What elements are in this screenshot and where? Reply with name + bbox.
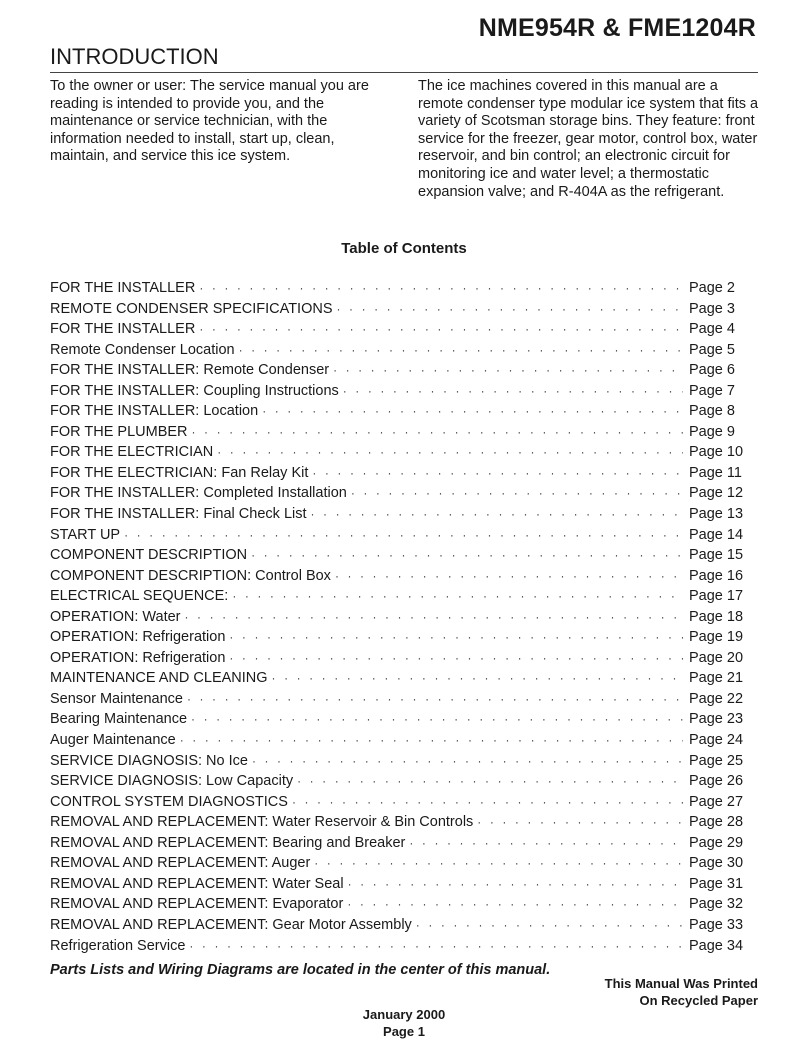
- toc-dot-leader: [191, 711, 683, 731]
- toc-dot-leader: [314, 855, 683, 875]
- toc-entry: [50, 629, 744, 650]
- toc-dot-leader: [297, 773, 683, 793]
- toc-entry-page: Page 4: [689, 321, 735, 338]
- toc-dot-leader: [416, 917, 683, 937]
- section-title: INTRODUCTION: [50, 44, 219, 69]
- toc-entry: [50, 670, 744, 691]
- toc-entry-title: MAINTENANCE AND CLEANING: [50, 670, 268, 687]
- toc-entry-page: Page 29: [689, 834, 744, 851]
- toc-entry: [50, 793, 744, 815]
- toc-entry-page: Page 16: [689, 567, 744, 584]
- toc-dot-leader: [337, 301, 683, 321]
- toc-entry-title: FOR THE INSTALLER: Location: [50, 403, 259, 420]
- toc-dot-leader: [185, 609, 683, 629]
- toc-entry-page: Page 14: [689, 526, 744, 543]
- toc-dot-leader: [343, 383, 683, 403]
- toc-entry-page: Page 25: [689, 752, 744, 769]
- toc-dot-leader: [199, 280, 683, 300]
- toc-dot-leader: [192, 424, 683, 444]
- toc-dot-leader: [262, 403, 683, 423]
- footer-page-number: Page 1: [383, 1024, 425, 1039]
- toc-entry-title: REMOVAL AND REPLACEMENT: Bearing and Breaker: [50, 834, 406, 851]
- toc-dot-leader: [229, 629, 683, 649]
- toc-entry-page: Page 33: [689, 916, 744, 933]
- toc-dot-leader: [251, 547, 683, 567]
- header-divider: [50, 72, 758, 73]
- toc-entry-title: COMPONENT DESCRIPTION: [50, 547, 248, 564]
- toc-entry: [50, 301, 738, 322]
- toc-entry-page: Page 22: [689, 690, 744, 707]
- toc-dot-leader: [187, 691, 683, 711]
- model-title: NME954R & FME1204R: [478, 14, 756, 42]
- toc-entry-title: Refrigeration Service: [50, 937, 186, 954]
- footer-date: January 2000: [362, 1007, 446, 1022]
- toc-dot-leader: [252, 753, 683, 773]
- toc-entry-page: Page 34: [689, 937, 744, 954]
- toc-entry: [50, 588, 744, 609]
- intro-paragraph-owner: To the owner or user: The service manual you are reading is intended to provide you, and the maintenance or service technician, with the information needed to install, start up, clean, maintain, and service this ice system.: [50, 78, 369, 165]
- toc-entry: [50, 424, 738, 445]
- toc-dot-leader: [347, 896, 683, 916]
- toc-entry-page: Page 18: [689, 608, 744, 625]
- toc-entry-page: Page 19: [689, 629, 744, 646]
- toc-entry: [50, 814, 744, 835]
- toc-entry-title: FOR THE INSTALLER: [50, 280, 196, 296]
- toc-entry-title: REMOVAL AND REPLACEMENT: Auger: [50, 855, 311, 872]
- toc-entry: [50, 362, 738, 383]
- toc-entry-page: Page 15: [689, 547, 744, 564]
- toc-entry: [50, 485, 744, 506]
- toc-entry: [50, 732, 744, 753]
- toc-entry-title: COMPONENT DESCRIPTION: Control Box: [50, 567, 331, 584]
- toc-dot-leader: [477, 814, 683, 834]
- toc-entry-title: REMOVAL AND REPLACEMENT: Gear Motor Assembly: [50, 916, 412, 933]
- toc-entry: [50, 526, 744, 548]
- toc-entry-title: FOR THE ELECTRICIAN: Fan Relay Kit: [50, 464, 309, 481]
- toc-entry-title: FOR THE PLUMBER: [50, 423, 188, 440]
- toc-entry: [50, 752, 744, 774]
- toc-dot-leader: [217, 444, 683, 464]
- toc-entry: [50, 383, 738, 404]
- toc-dot-leader: [333, 362, 683, 382]
- toc-dot-leader: [348, 876, 683, 896]
- toc-entry-page: Page 9: [689, 423, 735, 440]
- toc-entry-page: Page 32: [689, 896, 744, 913]
- toc-entry-title: Bearing Maintenance: [50, 711, 188, 728]
- toc-entry-title: Auger Maintenance: [50, 732, 176, 749]
- toc-entry-title: Sensor Maintenance: [50, 690, 183, 707]
- recycled-line-1: This Manual Was Printed: [604, 976, 758, 991]
- toc-entry-title: SERVICE DIAGNOSIS: No Ice: [50, 752, 248, 769]
- toc-entry-page: Page 2: [689, 280, 735, 296]
- toc-entry-title: START UP: [50, 526, 121, 543]
- toc-entry-page: Page 27: [689, 793, 744, 810]
- toc-entry-title: CONTROL SYSTEM DIAGNOSTICS: [50, 793, 288, 810]
- toc-entry: [50, 608, 744, 630]
- toc-dot-leader: [312, 465, 683, 485]
- toc-entry-title: OPERATION: Refrigeration: [50, 649, 226, 666]
- toc-entry: [50, 773, 744, 794]
- toc-entry-title: FOR THE INSTALLER: Final Check List: [50, 506, 307, 523]
- toc-dot-leader: [229, 650, 683, 670]
- toc-entry-title: FOR THE INSTALLER: Coupling Instructions: [50, 382, 339, 399]
- toc-entry-page: Page 6: [689, 362, 735, 379]
- toc-entry: [50, 834, 744, 856]
- toc-entry: [50, 875, 744, 897]
- toc-entry: [50, 896, 744, 917]
- toc-entry-title: FOR THE INSTALLER: Completed Installation: [50, 485, 347, 502]
- toc-entry-page: Page 24: [689, 732, 744, 749]
- toc-dot-leader: [272, 670, 683, 690]
- toc-entry-title: FOR THE ELECTRICIAN: [50, 444, 214, 461]
- toc-entry-page: Page 21: [689, 670, 744, 687]
- table-of-contents: [50, 280, 744, 958]
- toc-entry-page: Page 20: [689, 649, 744, 666]
- toc-entry: [50, 506, 744, 527]
- toc-entry-title: SERVICE DIAGNOSIS: Low Capacity: [50, 773, 294, 790]
- toc-entry-page: Page 8: [689, 403, 735, 420]
- toc-entry-page: Page 28: [689, 814, 744, 831]
- toc-entry-page: Page 10: [689, 444, 744, 461]
- toc-dot-leader: [199, 321, 683, 341]
- toc-entry: [50, 690, 744, 712]
- toc-entry-title: REMOTE CONDENSER SPECIFICATIONS: [50, 300, 333, 317]
- toc-entry-page: Page 31: [689, 875, 744, 892]
- toc-entry-page: Page 26: [689, 773, 744, 790]
- toc-entry-page: Page 11: [689, 464, 742, 481]
- toc-dot-leader: [189, 938, 683, 958]
- toc-entry: [50, 855, 744, 876]
- toc-entry-title: REMOVAL AND REPLACEMENT: Water Reservoir & Bin Controls: [50, 814, 474, 831]
- toc-dot-leader: [124, 527, 683, 547]
- toc-entry-title: ELECTRICAL SEQUENCE:: [50, 588, 229, 605]
- toc-dot-leader: [239, 342, 683, 362]
- toc-entry-page: Page 17: [689, 588, 744, 605]
- parts-note: Parts Lists and Wiring Diagrams are located in the center of this manual.: [50, 962, 551, 978]
- toc-entry: [50, 342, 738, 363]
- toc-entry-title: Remote Condenser Location: [50, 341, 235, 358]
- toc-entry-page: Page 23: [689, 711, 744, 728]
- toc-entry: [50, 916, 744, 938]
- toc-entry: [50, 464, 742, 486]
- toc-dot-leader: [351, 485, 683, 505]
- toc-entry: [50, 567, 744, 589]
- toc-entry: [50, 937, 744, 959]
- toc-entry-page: Page 7: [689, 382, 735, 399]
- toc-entry: [50, 711, 744, 732]
- toc-heading: Table of Contents: [341, 240, 467, 257]
- toc-dot-leader: [292, 794, 683, 814]
- toc-entry: [50, 649, 744, 671]
- toc-entry: [50, 444, 744, 465]
- toc-entry-title: OPERATION: Water: [50, 608, 181, 625]
- intro-paragraph-machines: The ice machines covered in this manual are a remote condenser type modular ice system that fits a variety of Scotsman storage bins. They feature: front service for the freezer, gear motor, control box, water reservoir, and bin control; an electronic circuit for monitoring ice and water level; a thermostatic expansion valve; and R-404A as the refrigerant.: [418, 78, 759, 200]
- toc-entry-page: Page 30: [689, 855, 744, 872]
- toc-dot-leader: [311, 506, 683, 526]
- toc-entry-page: Page 5: [689, 341, 735, 358]
- toc-entry-page: Page 3: [689, 300, 735, 317]
- toc-entry: [50, 321, 738, 342]
- toc-entry-title: FOR THE INSTALLER: [50, 321, 196, 338]
- toc-entry-title: REMOVAL AND REPLACEMENT: Evaporator: [50, 896, 344, 913]
- toc-dot-leader: [232, 588, 683, 608]
- toc-entry: [50, 280, 738, 301]
- toc-entry-title: REMOVAL AND REPLACEMENT: Water Seal: [50, 875, 344, 892]
- recycled-line-2: On Recycled Paper: [639, 993, 758, 1008]
- toc-entry-page: Page 12: [689, 485, 744, 502]
- toc-dot-leader: [180, 732, 683, 752]
- page-footer: [0, 1006, 808, 1040]
- toc-entry: [50, 403, 738, 424]
- toc-dot-leader: [409, 835, 683, 855]
- toc-entry-title: FOR THE INSTALLER: Remote Condenser: [50, 362, 330, 379]
- toc-entry-title: OPERATION: Refrigeration: [50, 629, 226, 646]
- recycled-paper-note: [605, 975, 758, 1009]
- toc-entry-page: Page 13: [689, 506, 744, 523]
- toc-entry: [50, 547, 744, 568]
- toc-dot-leader: [335, 568, 683, 588]
